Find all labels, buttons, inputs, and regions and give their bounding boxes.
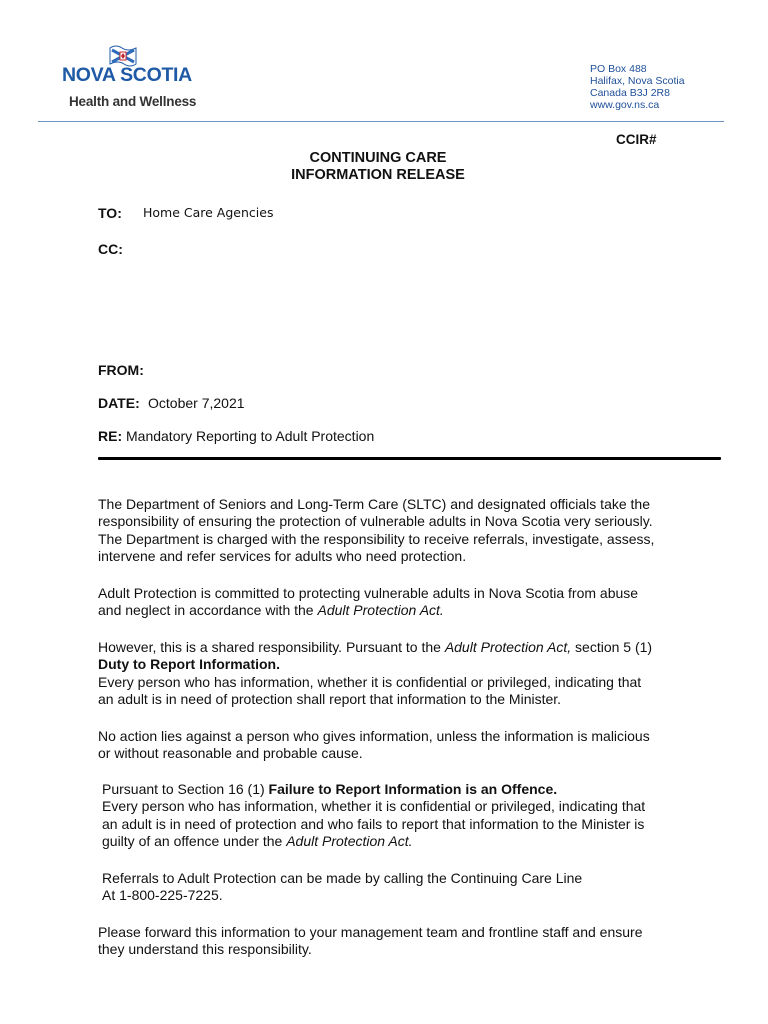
document-title	[0, 150, 756, 184]
text: However, this is a shared responsibility. Pursuant to the	[98, 639, 445, 655]
to-label: TO:	[98, 205, 122, 221]
duty-heading: Duty to Report Information.	[98, 656, 280, 673]
cc-label: CC:	[98, 241, 123, 257]
website-link[interactable]: www.gov.ns.ca	[590, 99, 660, 111]
offence-heading: Failure to Report Information is an Offence.	[268, 781, 558, 797]
paragraph-intro: The Department of Seniors and Long-Term Care (SLTC) and designated officials take the responsibility of ensuring the protection of vulnerable adults in Nova Scotia very seriously. The Department is charged with the responsibility to receive referrals, investigate, assess, intervene and refer services for adults who need protection.	[98, 496, 655, 565]
paragraph-forward: Please forward this information to your management team and frontline staff and ensure they understand this responsibility.	[98, 924, 643, 958]
text: Adult Protection is committed to protecting vulnerable adults in Nova Scotia from abuse and neglect in accordance with the	[98, 585, 639, 619]
title-line: CONTINUING CARE	[309, 150, 447, 166]
phone-number: At 1-800-225-7225.	[102, 887, 223, 904]
logo-wordmark: NOVA SCOTIA	[62, 64, 192, 86]
nova-scotia-logo	[62, 44, 212, 116]
from-label: FROM:	[98, 362, 144, 378]
text: Pursuant to Section 16 (1)	[102, 781, 269, 797]
address-line: PO Box 488	[590, 63, 647, 75]
re-value: Mandatory Reporting to Adult Protection	[126, 428, 375, 444]
act-name: Adult Protection Act.	[317, 602, 444, 619]
header-divider	[38, 121, 724, 122]
act-name: Adult Protection Act,	[444, 639, 572, 655]
re-label: RE:	[98, 428, 123, 444]
address-line: Canada B3J 2R8	[590, 87, 670, 99]
title-line: INFORMATION RELEASE	[291, 167, 465, 183]
section-divider	[98, 457, 721, 460]
act-name: Adult Protection Act.	[286, 833, 413, 850]
logo-subtitle: Health and Wellness	[69, 94, 197, 109]
text-line: Referrals to Adult Protection can be made by calling the Continuing Care Line	[102, 870, 583, 886]
address-block	[590, 63, 685, 111]
text: section 5 (1)	[571, 639, 653, 655]
date-value: October 7,2021	[148, 395, 245, 411]
date-label: DATE:	[98, 395, 140, 411]
paragraph-no-action: No action lies against a person who gives information, unless the information is malicious or without reasonable and probable cause.	[98, 728, 650, 762]
paragraph-commitment	[98, 585, 660, 620]
text: Every person who has information, whether it is confidential or privileged, indicating that an adult is in need of protection and who fails to report that information to the Minister is guilty of an offence under the	[102, 798, 646, 850]
paragraph-referrals	[102, 870, 662, 905]
address-line: Halifax, Nova Scotia	[590, 75, 685, 87]
to-value: Home Care Agencies	[143, 205, 274, 220]
paragraph-offence	[102, 781, 662, 851]
ccir-number: CCIR#	[616, 132, 657, 147]
text: Every person who has information, whether it is confidential or privileged, indicating that an adult is in need of protection shall report that information to the Minister.	[98, 673, 642, 708]
paragraph-duty	[98, 639, 660, 709]
